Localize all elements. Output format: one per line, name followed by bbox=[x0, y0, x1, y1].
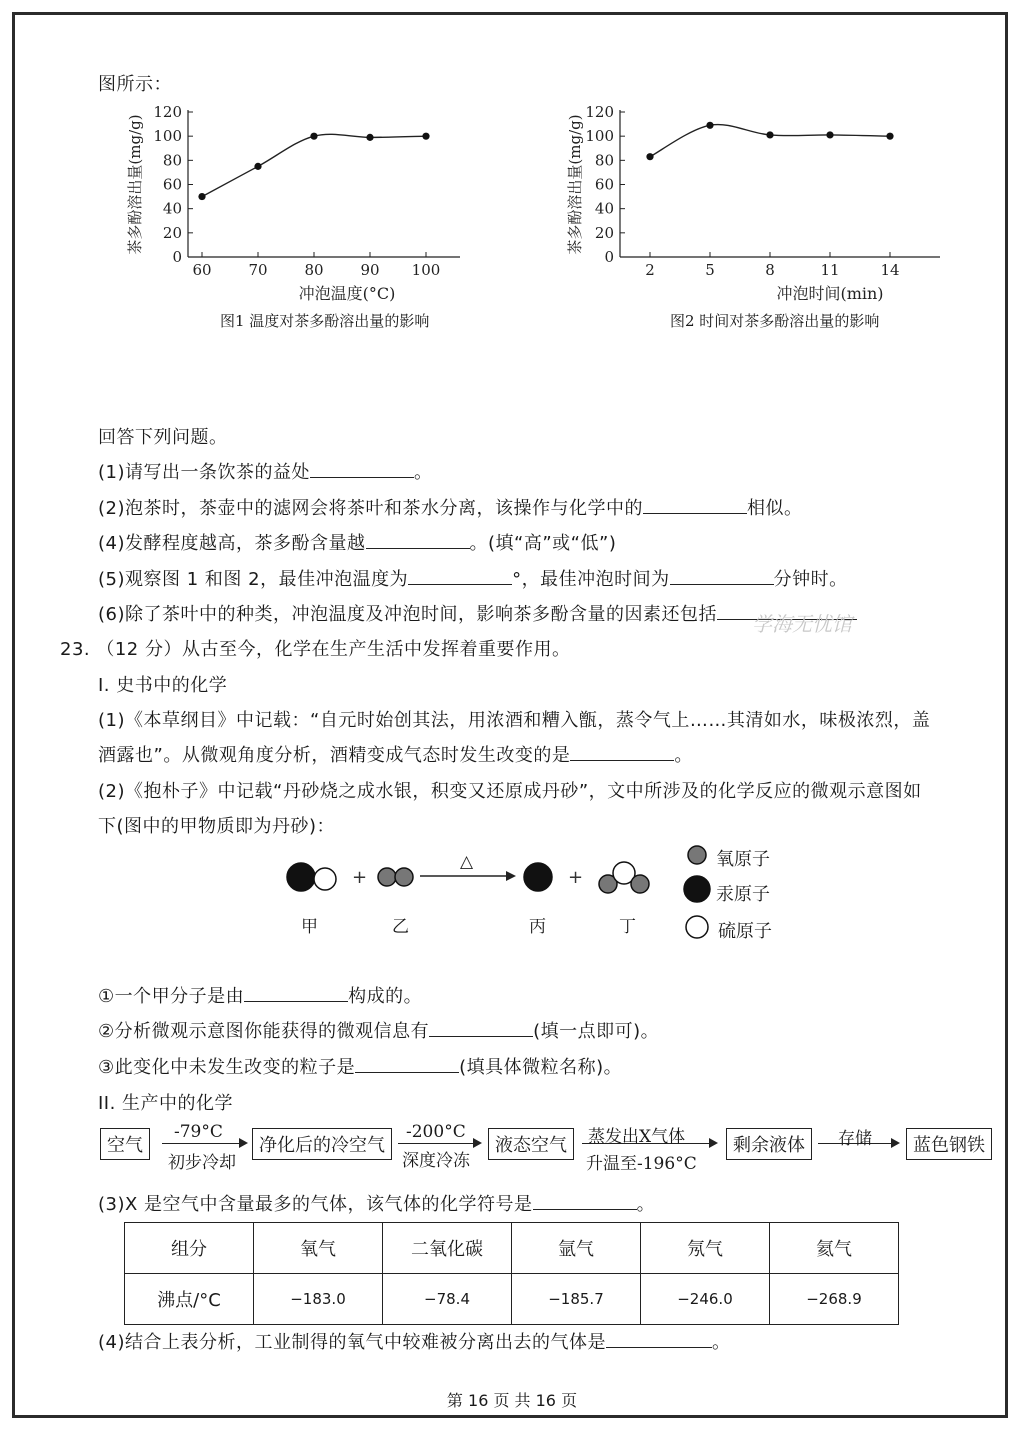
table-header-row bbox=[125, 1223, 899, 1274]
page-footer: 第 16 页 共 16 页 bbox=[446, 1391, 578, 1410]
legend-mercury-swatch bbox=[684, 876, 710, 902]
plus-sign-2: + bbox=[568, 867, 584, 888]
flow-box-blue-steel: 蓝色钢铁 bbox=[906, 1128, 992, 1160]
flow-step3-top: 蒸发出X气体 bbox=[588, 1127, 686, 1147]
blank-4[interactable] bbox=[366, 530, 470, 549]
flow-step4-top: 存储 bbox=[838, 1129, 872, 1149]
blank-1[interactable] bbox=[310, 459, 414, 478]
table-header-cell: 氩气 bbox=[512, 1223, 641, 1274]
x-tick-label: 70 bbox=[248, 261, 268, 279]
question-4: (4)发酵程度越高，茶多酚含量越 。(填“高”或“低”) bbox=[98, 529, 616, 555]
label-ding: 丁 bbox=[619, 917, 636, 937]
y-tick-label: 0 bbox=[604, 248, 614, 266]
table-header-cell: 二氧化碳 bbox=[383, 1223, 512, 1274]
reaction-arrowhead bbox=[506, 871, 516, 881]
jia-mercury-atom bbox=[287, 863, 315, 891]
data-point bbox=[422, 133, 429, 140]
chart1-caption: 图1 温度对茶多酚溶出量的影响 bbox=[220, 312, 430, 330]
series-line bbox=[650, 125, 890, 157]
blank-sub2[interactable] bbox=[429, 1018, 533, 1037]
label-yi: 乙 bbox=[392, 917, 409, 937]
question-5: (5)观察图 1 和图 2，最佳冲泡温度为 °，最佳冲泡时间为 分钟时。 bbox=[98, 565, 848, 591]
data-point bbox=[310, 133, 317, 140]
y-axis-label: 茶多酚溶出量(mg/g) bbox=[566, 114, 584, 255]
s2-line1: (2)《抱朴子》中记载“丹砂烧之成水银，积变又还原成丹砂”，文中所涉及的化学反应的微观示意图如 bbox=[98, 781, 922, 802]
question-1: (1)请写出一条饮茶的益处 。 bbox=[98, 458, 433, 484]
yi-oxygen-atom-2 bbox=[395, 868, 413, 886]
x-tick-label: 2 bbox=[645, 261, 655, 279]
question-3x: (3)X 是空气中含量最多的气体，该气体的化学符号是 。 bbox=[98, 1190, 655, 1216]
table-cell: −78.4 bbox=[383, 1274, 512, 1325]
data-point bbox=[646, 153, 653, 160]
s1-line1: (1)《本草纲目》中记载：“自元时始创其法，用浓酒和糟入甑，蒸令气上……其清如水，味极浓烈，盖 bbox=[98, 710, 931, 731]
legend-oxygen-swatch bbox=[688, 846, 706, 864]
jia-sulfur-atom bbox=[314, 868, 336, 890]
sub-question-2: ②分析微观示意图你能获得的微观信息有 (填一点即可)。 bbox=[98, 1017, 659, 1043]
reaction-diagram bbox=[280, 845, 700, 905]
section-1-title: I. 史书中的化学 bbox=[98, 675, 228, 696]
chart-time bbox=[560, 100, 940, 340]
flow-step2-top: -200°C bbox=[406, 1122, 466, 1142]
blank-sub1[interactable] bbox=[244, 983, 348, 1002]
x-tick-label: 5 bbox=[705, 261, 715, 279]
flow-box-residual-liquid: 剩余液体 bbox=[726, 1128, 812, 1160]
x-tick-label: 14 bbox=[880, 261, 900, 279]
y-tick-label: 0 bbox=[172, 248, 182, 266]
table-cell: −268.9 bbox=[770, 1274, 899, 1325]
table-cell: 沸点/°C bbox=[125, 1274, 254, 1325]
section-2-title: II. 生产中的化学 bbox=[98, 1093, 234, 1114]
x-axis-label: 冲泡温度(°C) bbox=[298, 284, 396, 303]
data-point bbox=[826, 131, 833, 138]
label-jia: 甲 bbox=[301, 917, 318, 937]
x-tick-label: 11 bbox=[820, 261, 840, 279]
y-tick-label: 20 bbox=[594, 223, 614, 242]
sub-question-1: ①一个甲分子是由 构成的。 bbox=[98, 982, 422, 1008]
legend-sulfur-swatch bbox=[686, 916, 708, 938]
data-point bbox=[366, 134, 373, 141]
y-tick-label: 80 bbox=[162, 151, 182, 170]
y-tick-label: 100 bbox=[585, 127, 614, 146]
data-point bbox=[766, 131, 773, 138]
yi-oxygen-atom-1 bbox=[378, 868, 396, 886]
data-point bbox=[886, 133, 893, 140]
flow-box-liquid-air: 液态空气 bbox=[488, 1128, 574, 1160]
data-point bbox=[254, 163, 261, 170]
x-axis-label: 冲泡时间(min) bbox=[776, 284, 884, 303]
s2-line2: 下(图中的甲物质即为丹砂)： bbox=[98, 816, 336, 837]
watermark: 学海无忧馆 bbox=[752, 612, 852, 636]
blank-4b[interactable] bbox=[606, 1329, 712, 1348]
blank-3x[interactable] bbox=[533, 1191, 637, 1210]
blank-5b[interactable] bbox=[670, 566, 774, 585]
flow-arrow-1 bbox=[162, 1143, 246, 1144]
q23-header: 23. （12 分）从古至今，化学在生产生活中发挥着重要作用。 bbox=[60, 639, 571, 660]
flow-step1-top: -79°C bbox=[174, 1122, 223, 1142]
reaction-condition: △ bbox=[460, 852, 474, 872]
flow-box-cold-air: 净化后的冷空气 bbox=[252, 1128, 392, 1160]
answer-prompt: 回答下列问题。 bbox=[98, 427, 228, 448]
blank-5a[interactable] bbox=[408, 566, 512, 585]
ding-oxygen-atom-2 bbox=[631, 875, 649, 893]
question-4b: (4)结合上表分析，工业制得的氧气中较难被分离出去的气体是 。 bbox=[98, 1328, 731, 1354]
blank-s1[interactable] bbox=[570, 742, 674, 761]
table-header-cell: 氖气 bbox=[641, 1223, 770, 1274]
y-tick-label: 80 bbox=[594, 151, 614, 170]
table-header-cell: 组分 bbox=[125, 1223, 254, 1274]
legend-sulfur: 硫原子 bbox=[718, 921, 772, 942]
y-tick-label: 20 bbox=[162, 223, 182, 242]
label-bing: 丙 bbox=[529, 917, 546, 937]
chart2-caption: 图2 时间对茶多酚溶出量的影响 bbox=[670, 312, 880, 330]
x-tick-label: 90 bbox=[360, 261, 380, 279]
y-tick-label: 40 bbox=[594, 199, 614, 218]
y-tick-label: 100 bbox=[153, 127, 182, 146]
flow-step2-bottom: 深度冷冻 bbox=[402, 1151, 470, 1171]
bing-mercury-atom bbox=[524, 863, 552, 891]
y-tick-label: 120 bbox=[585, 103, 614, 121]
sub-question-3: ③此变化中未发生改变的粒子是 (填具体微粒名称)。 bbox=[98, 1053, 622, 1079]
flow-step3-bottom: 升温至-196°C bbox=[586, 1154, 697, 1174]
flow-step1-bottom: 初步冷却 bbox=[168, 1153, 236, 1173]
y-tick-label: 60 bbox=[594, 175, 614, 194]
y-tick-label: 120 bbox=[153, 103, 182, 121]
question-2: (2)泡茶时，茶壶中的滤网会将茶叶和茶水分离，该操作与化学中的 相似。 bbox=[98, 494, 803, 520]
intro-text: 图所示： bbox=[98, 74, 172, 95]
question-6: (6)除了茶叶中的种类，冲泡温度及冲泡时间，影响茶多酚含量的因素还包括 bbox=[98, 600, 857, 626]
x-tick-label: 80 bbox=[304, 261, 324, 279]
data-point bbox=[198, 193, 205, 200]
x-tick-label: 100 bbox=[411, 261, 441, 279]
blank-sub3[interactable] bbox=[355, 1054, 459, 1073]
boiling-point-table bbox=[124, 1222, 899, 1325]
table-header-cell: 氦气 bbox=[770, 1223, 899, 1274]
chart-temperature bbox=[110, 100, 530, 340]
table-header-cell: 氧气 bbox=[254, 1223, 383, 1274]
table-row bbox=[125, 1274, 899, 1325]
data-point bbox=[706, 122, 713, 129]
blank-2[interactable] bbox=[643, 495, 747, 514]
s1-line2: 酒露也”。从微观角度分析，酒精变成气态时发生改变的是 。 bbox=[98, 741, 693, 767]
y-tick-label: 40 bbox=[162, 199, 182, 218]
x-tick-label: 60 bbox=[192, 261, 212, 279]
table-cell: −183.0 bbox=[254, 1274, 383, 1325]
plus-sign-1: + bbox=[352, 867, 368, 888]
y-axis-label: 茶多酚溶出量(mg/g) bbox=[126, 114, 144, 255]
table-cell: −185.7 bbox=[512, 1274, 641, 1325]
table-cell: −246.0 bbox=[641, 1274, 770, 1325]
flow-box-air: 空气 bbox=[100, 1128, 150, 1160]
flow-arrow-2 bbox=[398, 1143, 480, 1144]
legend-mercury: 汞原子 bbox=[716, 884, 770, 905]
series-line bbox=[202, 134, 426, 196]
legend-oxygen: 氧原子 bbox=[716, 849, 770, 870]
x-tick-label: 8 bbox=[765, 261, 775, 279]
y-tick-label: 60 bbox=[162, 175, 182, 194]
